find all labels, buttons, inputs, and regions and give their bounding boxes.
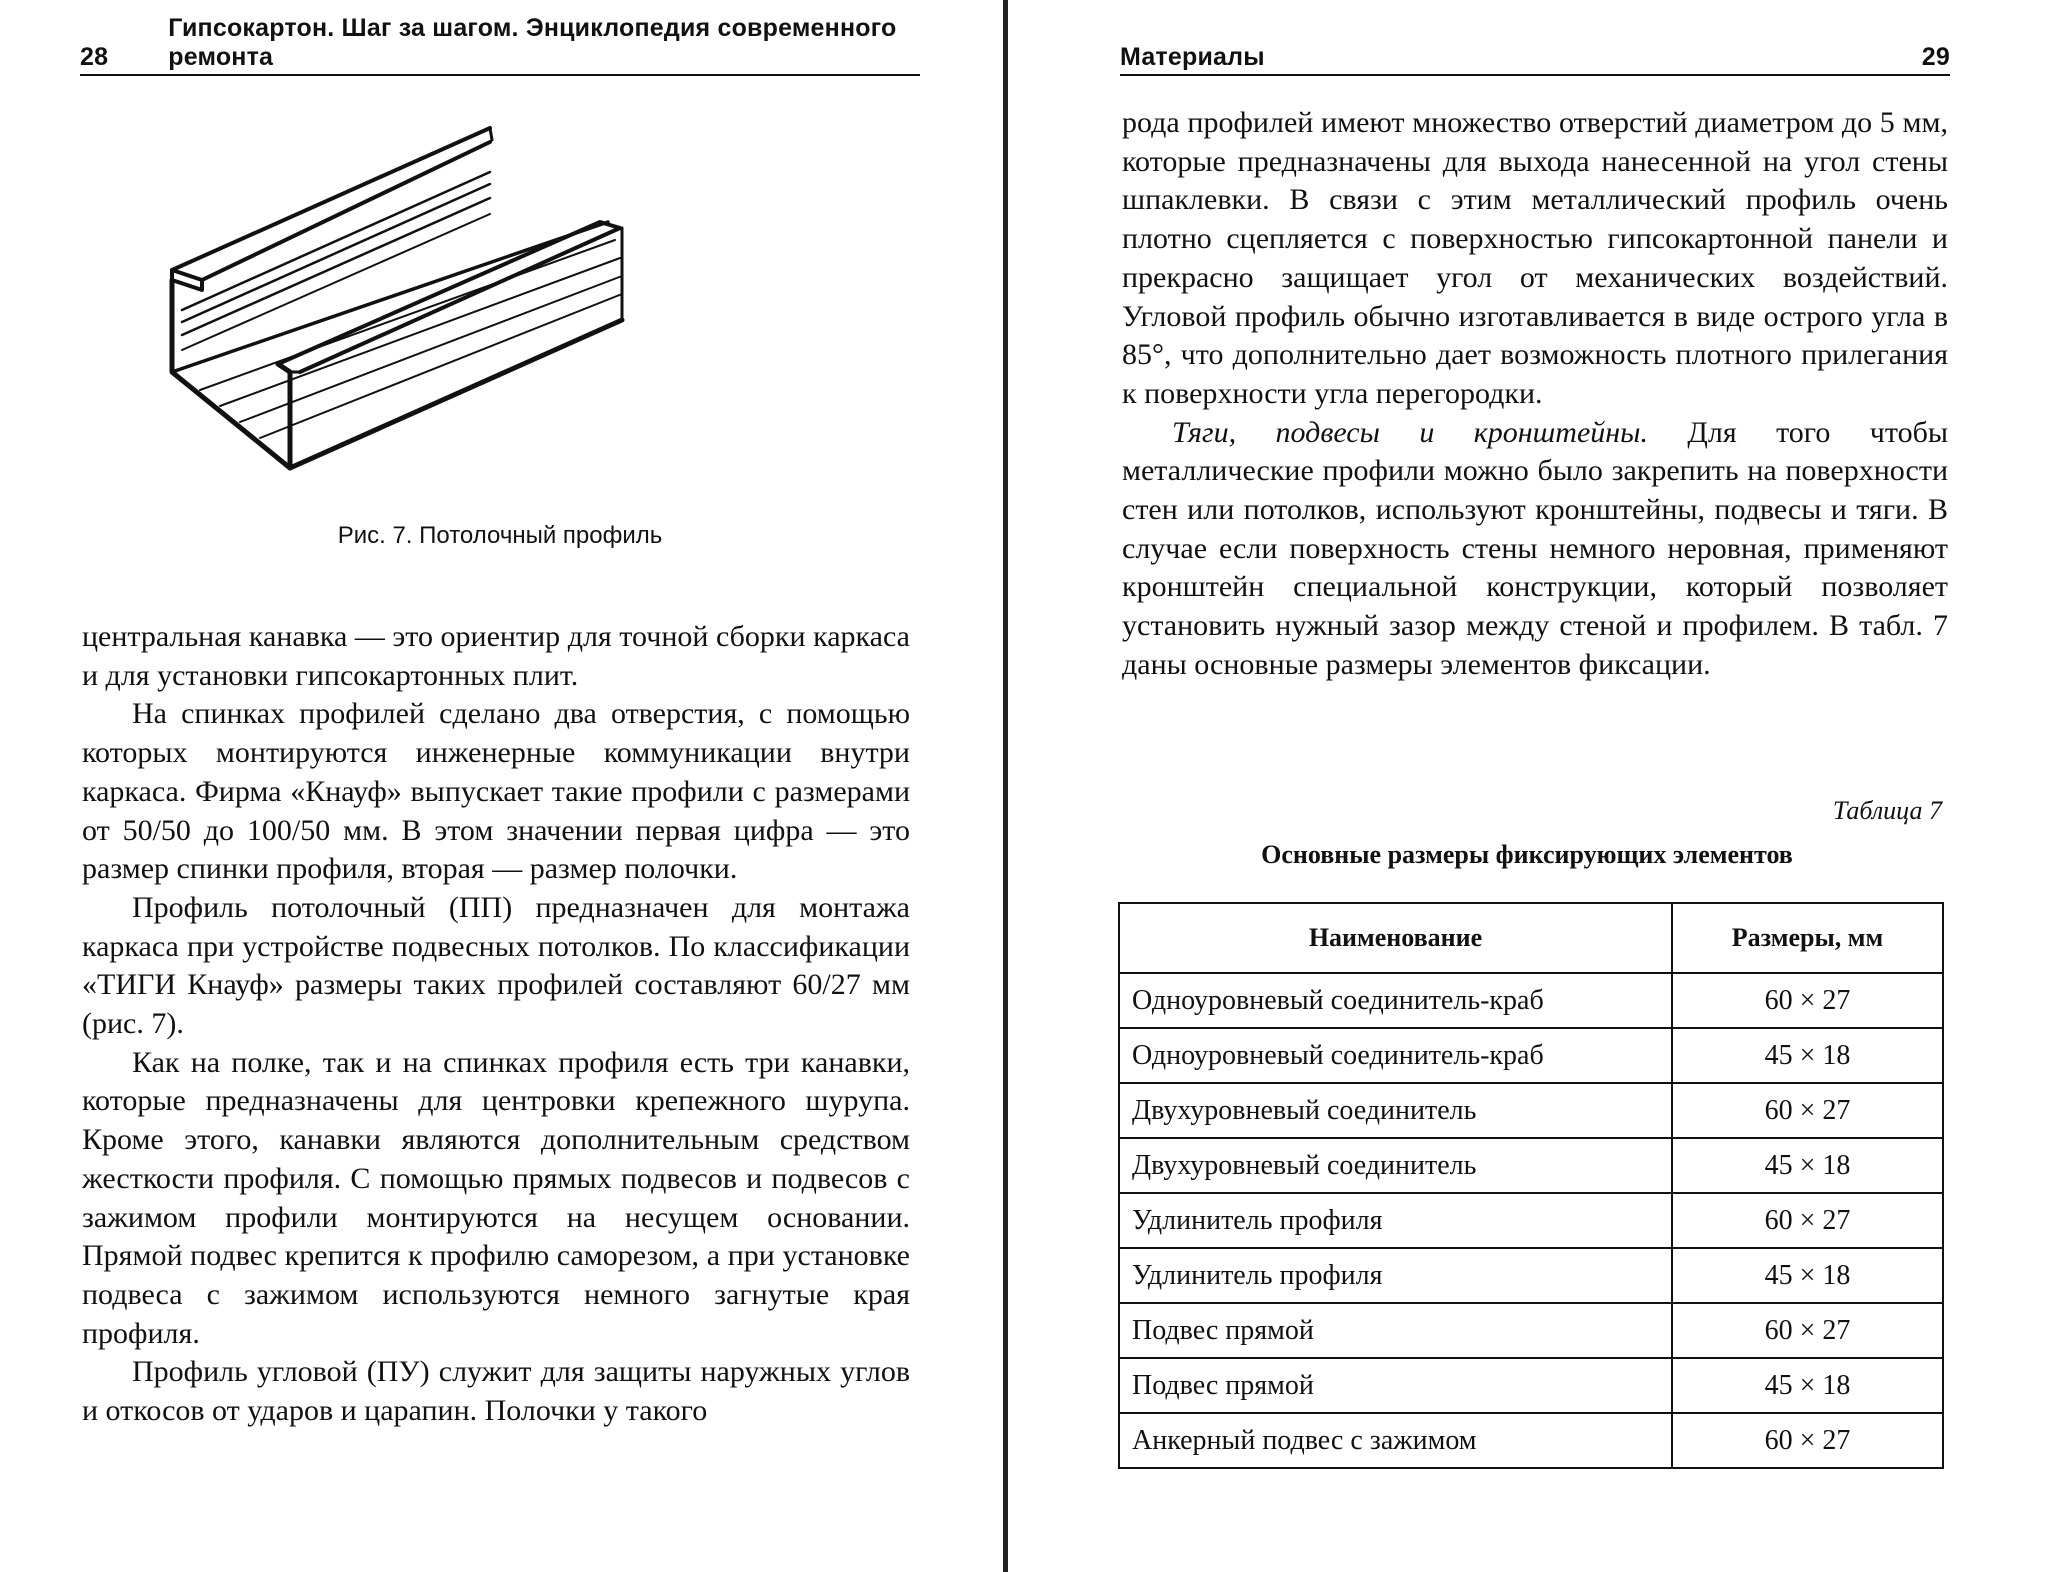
table-row xyxy=(1119,1083,1943,1138)
left-paragraph: Как на полке, так и на спинках профиля есть три канавки, которые предназначены для центровки крепежного шурупа. Кроме этого, канавки являются дополнительным средством жесткости профиля. С помощью прямых подвесов и подвесов с зажимом профили монтируются на несущем основании. Прямой подвес крепится к профилю саморезом, а при установке подвеса с зажимом используются немного загнутые края профиля. xyxy=(82,1045,910,1350)
cell-name: Двухуровневый соединитель xyxy=(1119,1138,1672,1193)
left-page xyxy=(0,0,1000,1572)
left-running-header xyxy=(80,14,920,76)
cell-size: 45 × 18 xyxy=(1672,1358,1943,1413)
book-running-title: Гипсокартон. Шаг за шагом. Энциклопедия современного ремонта xyxy=(168,14,897,71)
table-row xyxy=(1119,1303,1943,1358)
cell-name: Анкерный подвес с зажимом xyxy=(1119,1413,1672,1468)
table-row xyxy=(1119,1028,1943,1083)
right-body-text xyxy=(1122,104,1948,685)
cell-name: Подвес прямой xyxy=(1119,1358,1672,1413)
table-title: Основные размеры фиксирующих элементов xyxy=(1261,840,1793,869)
right-page-number: 29 xyxy=(1921,43,1950,71)
table-row xyxy=(1119,973,1943,1028)
table-header-row xyxy=(1119,903,1943,973)
cell-name: Удлинитель профиля xyxy=(1119,1193,1672,1248)
cell-name: Двухуровневый соединитель xyxy=(1119,1083,1672,1138)
left-page-number: 28 xyxy=(80,43,109,71)
right-paragraph: рода профилей имеют множество отверстий диаметром до 5 мм, которые предназначены для выхода нанесенной на угол стены шпаклевки. В связи с этим металлический профиль очень плотно сцепляется с поверхностью гипсокартонной панели и прекрасно защищает угол от механических воздействий. Угловой профиль обычно изготавливается в виде острого угла в 85°, что дополнительно дает возможность плотного прилегания к поверхности угла перегородки. xyxy=(1122,106,1948,410)
cell-size: 60 × 27 xyxy=(1672,1303,1943,1358)
cell-name: Одноуровневый соединитель-краб xyxy=(1119,973,1672,1028)
book-spine-divider xyxy=(1003,0,1008,1572)
table-row xyxy=(1119,1193,1943,1248)
table-row xyxy=(1119,1358,1943,1413)
cell-name: Одноуровневый соединитель-краб xyxy=(1119,1028,1672,1083)
cell-size: 45 × 18 xyxy=(1672,1138,1943,1193)
table-row xyxy=(1119,1413,1943,1468)
cell-size: 45 × 18 xyxy=(1672,1248,1943,1303)
fixing-elements-table xyxy=(1118,902,1944,1469)
right-running-header xyxy=(1120,36,1950,76)
cell-size: 60 × 27 xyxy=(1672,1413,1943,1468)
cell-name: Подвес прямой xyxy=(1119,1303,1672,1358)
left-paragraph: центральная канавка — это ориентир для точной сборки каркаса и для установки гипсокартонных плит. xyxy=(82,620,910,692)
left-paragraph: На спинках профилей сделано два отверстия, с помощью которых монтируются инженерные коммуникации внутри каркаса. Фирма «Кнауф» выпускает такие профили с размерами от 50/50 до 100/50 мм. В этом значении первая цифра — это размер спинки профиля, вторая — размер полочки. xyxy=(82,697,910,886)
table-label: Таблица 7 xyxy=(1832,796,1942,825)
paragraph-lead-italic: Тяги, подвесы и кронштейны. xyxy=(1172,415,1648,449)
ceiling-profile-illustration xyxy=(160,110,840,510)
paragraph-rest: Для того чтобы металлические профили можно было закрепить на поверхности стен или потолков, используют кронштейны, подвесы и тяги. В случае если поверхность стены немного неровная, применяют кронштейн специальной конструкции, который позволяет установить нужный зазор между стеной и профилем. В табл. 7 даны основные размеры элементов фиксации. xyxy=(1122,415,1949,681)
header-name: Наименование xyxy=(1119,903,1672,973)
header-size: Размеры, мм xyxy=(1672,903,1943,973)
table-row xyxy=(1119,1248,1943,1303)
cell-size: 60 × 27 xyxy=(1672,973,1943,1028)
left-body-text xyxy=(82,618,910,1431)
cell-size: 60 × 27 xyxy=(1672,1083,1943,1138)
left-paragraph: Профиль потолочный (ПП) предназначен для монтажа каркаса при устройстве подвесных потолков. По классификации «ТИГИ Кнауф» размеры таких профилей составляют 60/27 мм (рис. 7). xyxy=(82,890,910,1041)
cell-name: Удлинитель профиля xyxy=(1119,1248,1672,1303)
section-title: Материалы xyxy=(1120,43,1265,71)
cell-size: 60 × 27 xyxy=(1672,1193,1943,1248)
cell-size: 45 × 18 xyxy=(1672,1028,1943,1083)
right-paragraph xyxy=(1122,414,1948,685)
left-paragraph: Профиль угловой (ПУ) служит для защиты наружных углов и откосов от ударов и царапин. Полочки у такого xyxy=(82,1355,910,1428)
table-row xyxy=(1119,1138,1943,1193)
figure-caption: Рис. 7. Потолочный профиль xyxy=(337,522,663,549)
